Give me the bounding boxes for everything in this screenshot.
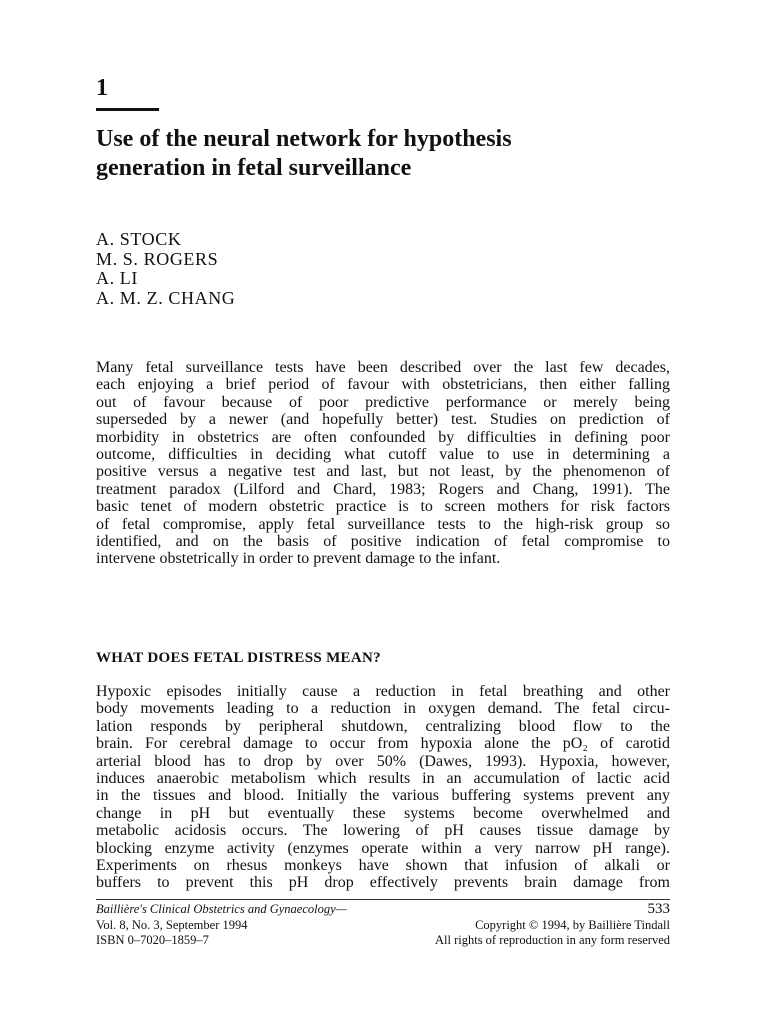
text-line: morbidity in obstetrics are often confounded by difficulties in defining poor	[96, 428, 670, 446]
text-line: treatment paradox (Lilford and Chard, 1983; Rogers and Chang, 1991). The	[96, 480, 670, 498]
author: M. S. ROGERS	[96, 248, 219, 269]
text-line: basic tenet of modern obstetric practice is to screen mothers for risk factors	[96, 498, 670, 516]
section-heading: WHAT DOES FETAL DISTRESS MEAN?	[96, 650, 381, 666]
copyright-notice: Copyright © 1994, by Baillière Tindall	[475, 917, 670, 932]
text-line: brain. For cerebral damage to occur from hypoxia alone the pO₂ of carotid	[96, 735, 670, 753]
title-line: generation in fetal surveillance	[96, 155, 412, 181]
text-line: of fetal compromise, apply fetal surveillance tests to the high-risk group so	[96, 515, 670, 533]
section-paragraph	[96, 683, 670, 892]
text-line: buffers to prevent this pH drop effectively prevents brain damage from	[96, 874, 670, 892]
author: A. LI	[96, 268, 138, 288]
footer-row	[96, 918, 670, 934]
rights-notice: All rights of reproduction in any form reserved	[434, 933, 670, 947]
footer-rule	[96, 899, 670, 900]
text-line: identified, and on the basis of positive indication of fetal compromise to	[96, 532, 670, 550]
text-line: Many fetal surveillance tests have been described over the last few decades,	[96, 359, 670, 376]
text-line: positive versus a negative test and last, but not least, by the phenomenon of	[96, 463, 670, 481]
footer-row	[96, 902, 670, 918]
footer-row	[96, 933, 670, 949]
title-line: Use of the neural network for hypothesis	[96, 126, 512, 152]
text-line: change in pH but eventually these systems become overwhelmed and	[96, 804, 670, 822]
page-footer	[96, 902, 670, 949]
text-line: outcome, difficulties in deciding what cutoff value to use in determining a	[96, 445, 670, 463]
author-list	[96, 230, 235, 308]
text-line: lation responds by peripheral shutdown, centralizing blood flow to the	[96, 717, 670, 735]
text-line: superseded by a newer (and hopefully better) test. Studies on prediction of	[96, 411, 670, 429]
text-line: in the tissues and blood. Initially the various buffering systems prevent any	[96, 787, 670, 805]
text-line: arterial blood has to drop by over 50% (Dawes, 1993). Hypoxia, however,	[96, 752, 670, 770]
text-line: metabolic acidosis occurs. The lowering of pH causes tissue damage by	[96, 822, 670, 840]
text-line: blocking enzyme activity (enzymes operate within a very narrow pH range).	[96, 839, 670, 857]
text-line: Experiments on rhesus monkeys have shown that infusion of alkali or	[96, 856, 670, 874]
article-title	[96, 125, 696, 183]
chapter-number: 1	[96, 75, 108, 101]
volume-info: Vol. 8, No. 3, September 1994	[96, 917, 248, 932]
author: A. M. Z. CHANG	[96, 287, 236, 308]
text-line: body movements leading to a reduction in oxygen demand. The fetal circu-	[96, 700, 670, 718]
text-line: out of favour because of poor predictive performance or merely being	[96, 393, 670, 411]
abstract-paragraph	[96, 359, 670, 568]
isbn: ISBN 0–7020–1859–7	[96, 933, 209, 947]
text-line: Hypoxic episodes initially cause a reduction in fetal breathing and other	[96, 683, 670, 700]
chapter-rule	[96, 108, 159, 111]
author: A. STOCK	[96, 229, 182, 249]
journal-name: Baillière's Clinical Obstetrics and Gynaecology—	[96, 902, 347, 916]
page-number: 533	[647, 901, 670, 917]
text-line: intervene obstetrically in order to prevent damage to the infant.	[96, 550, 501, 568]
text-line: each enjoying a brief period of favour with obstetricians, then either falling	[96, 376, 670, 394]
text-line: induces anaerobic metabolism which results in an accumulation of lactic acid	[96, 769, 670, 787]
